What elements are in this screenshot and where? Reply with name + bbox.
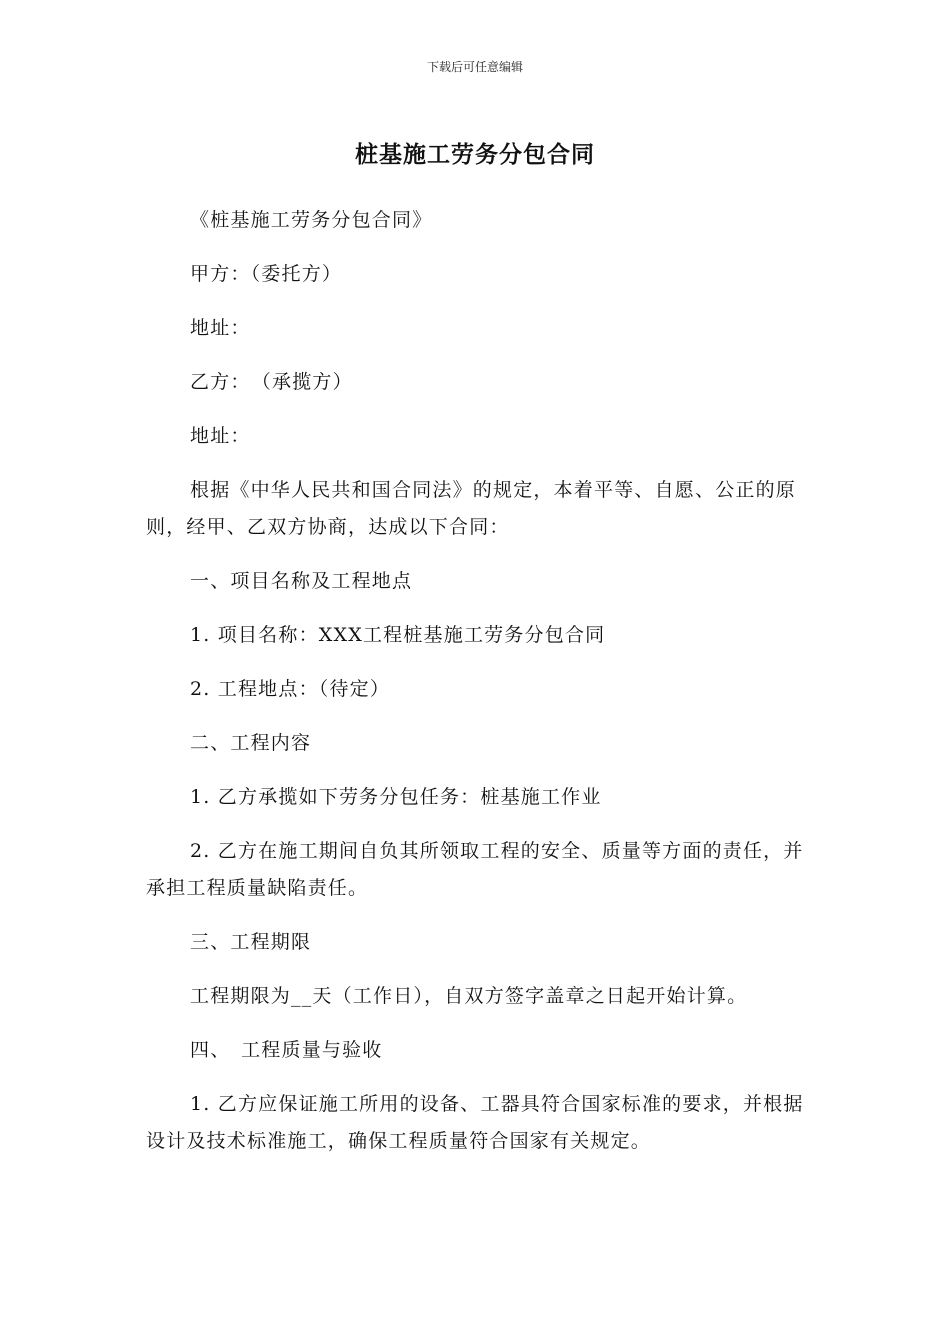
party-b-address-line: 地址： xyxy=(190,425,251,447)
section-heading-1: 一、项目名称及工程地点 xyxy=(190,570,413,592)
clause-2-2: 2. 乙方在施工期间自负其所领取工程的安全、质量等方面的责任，并承担工程质量缺陷责任。 xyxy=(146,840,804,899)
preamble-paragraph: 根据《中华人民共和国合同法》的规定，本着平等、自愿、公正的原则，经甲、乙双方协商，达成以下合同： xyxy=(146,479,797,538)
party-a-line: 甲方：（委托方） xyxy=(190,263,343,285)
clause-1-1: 1. 项目名称：XXX工程桩基施工劳务分包合同 xyxy=(190,624,606,646)
section-heading-4: 四、 工程质量与验收 xyxy=(190,1039,383,1061)
party-a-address-line: 地址： xyxy=(190,317,251,339)
header-note: 下载后可任意编辑 xyxy=(426,60,523,74)
document-title: 桩基施工劳务分包合同 xyxy=(355,142,595,168)
document-body xyxy=(146,202,806,1160)
contract-name-paragraph: 《桩基施工劳务分包合同》 xyxy=(190,209,433,231)
clause-2-1: 1. 乙方承揽如下劳务分包任务：桩基施工作业 xyxy=(190,786,602,808)
party-b-line: 乙方： （承揽方） xyxy=(190,371,353,393)
clause-3-text: 工程期限为__天（工作日），自双方签字盖章之日起开始计算。 xyxy=(190,985,748,1007)
clause-4-1: 1. 乙方应保证施工所用的设备、工器具符合国家标准的要求，并根据设计及技术标准施工，确保工程质量符合国家有关规定。 xyxy=(146,1093,804,1152)
section-heading-3: 三、工程期限 xyxy=(190,931,312,953)
clause-1-2: 2. 工程地点：（待定） xyxy=(190,678,391,700)
section-heading-2: 二、工程内容 xyxy=(190,732,312,754)
